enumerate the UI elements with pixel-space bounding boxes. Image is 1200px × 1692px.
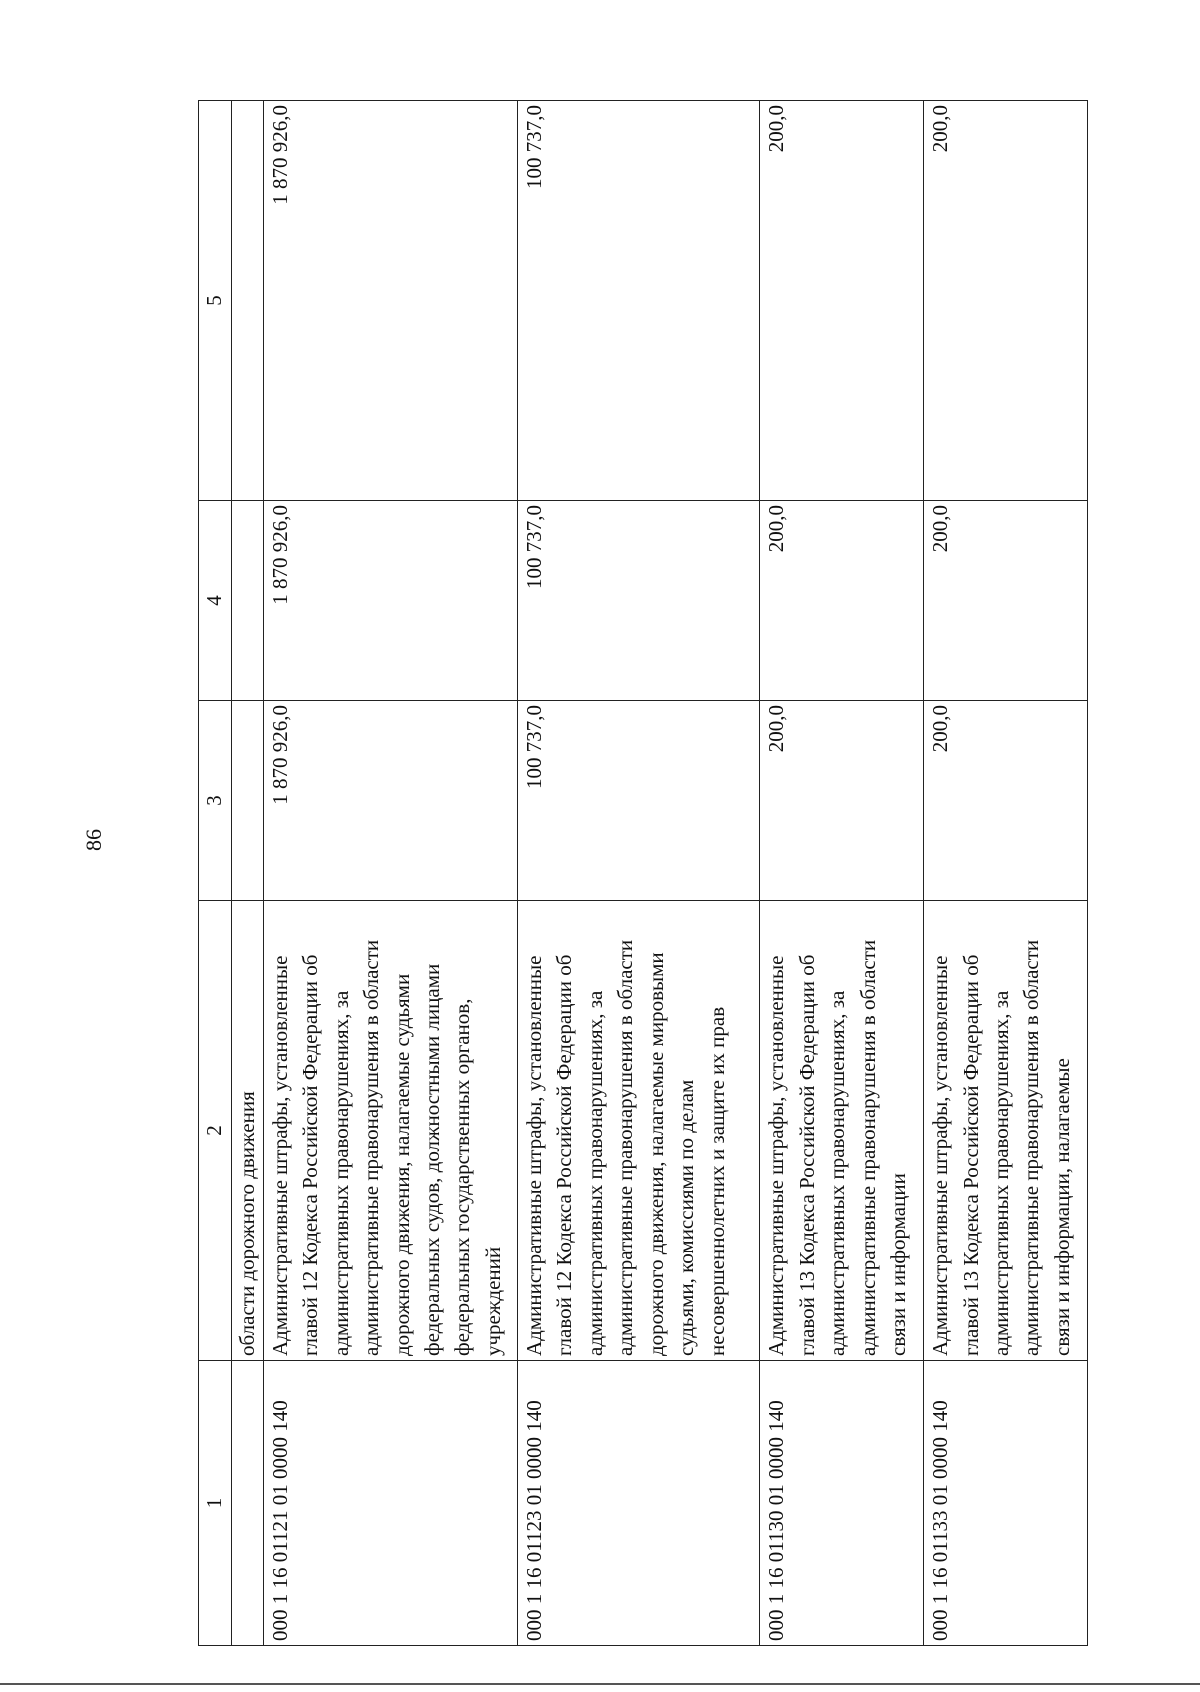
table-row-continuation — [232, 101, 264, 1646]
revenue-code: 000 1 16 01123 01 0000 140 — [518, 1361, 760, 1646]
budget-table — [198, 100, 1088, 1646]
amount-col3: 100 737,0 — [518, 701, 760, 901]
empty-cell — [232, 701, 264, 901]
empty-cell — [232, 1361, 264, 1646]
amount-col4: 1 870 926,0 — [263, 501, 517, 701]
table-row — [760, 101, 924, 1646]
page-bottom-rule — [0, 1683, 1200, 1685]
amount-col5: 100 737,0 — [518, 101, 760, 501]
revenue-description: Административные штрафы, установленные главой 13 Кодекса Российской Федерации об административных правонарушениях, за административные правонарушения в области связи и информации — [760, 901, 924, 1361]
empty-cell — [232, 501, 264, 701]
amount-col5: 200,0 — [924, 101, 1088, 501]
table-row — [924, 101, 1088, 1646]
amount-col4: 200,0 — [924, 501, 1088, 701]
amount-col4: 200,0 — [760, 501, 924, 701]
revenue-description: Административные штрафы, установленные главой 12 Кодекса Российской Федерации об административных правонарушениях, за административные правонарушения в области дорожного движения, налагаемые мировыми судьями, комиссиями по делам несовершеннолетних и защите их прав — [518, 901, 760, 1361]
column-header-2: 2 — [199, 901, 232, 1361]
revenue-description: Административные штрафы, установленные главой 12 Кодекса Российской Федерации об административных правонарушениях, за административные правонарушения в области дорожного движения, налагаемые судьями федеральных судов, должностными лицами федеральных государственных органов, учреждений — [263, 901, 517, 1361]
amount-col3: 1 870 926,0 — [263, 701, 517, 901]
continuation-text: области дорожного движения — [232, 901, 264, 1361]
column-header-3: 3 — [199, 701, 232, 901]
column-header-1: 1 — [199, 1361, 232, 1646]
table-header-row — [199, 101, 232, 1646]
revenue-code: 000 1 16 01133 01 0000 140 — [924, 1361, 1088, 1646]
revenue-code: 000 1 16 01130 01 0000 140 — [760, 1361, 924, 1646]
table-row — [263, 101, 517, 1646]
revenue-description: Административные штрафы, установленные главой 13 Кодекса Российской Федерации об административных правонарушениях, за административные правонарушения в области связи и информации, налагаемые — [924, 901, 1088, 1361]
amount-col4: 100 737,0 — [518, 501, 760, 701]
column-header-4: 4 — [199, 501, 232, 701]
table-row — [518, 101, 760, 1646]
amount-col5: 1 870 926,0 — [263, 101, 517, 501]
column-header-5: 5 — [199, 101, 232, 501]
page-number: 86 — [81, 829, 106, 851]
rotated-table-container — [198, 101, 1088, 1646]
empty-cell — [232, 101, 264, 501]
amount-col3: 200,0 — [760, 701, 924, 901]
amount-col5: 200,0 — [760, 101, 924, 501]
revenue-code: 000 1 16 01121 01 0000 140 — [263, 1361, 517, 1646]
amount-col3: 200,0 — [924, 701, 1088, 901]
